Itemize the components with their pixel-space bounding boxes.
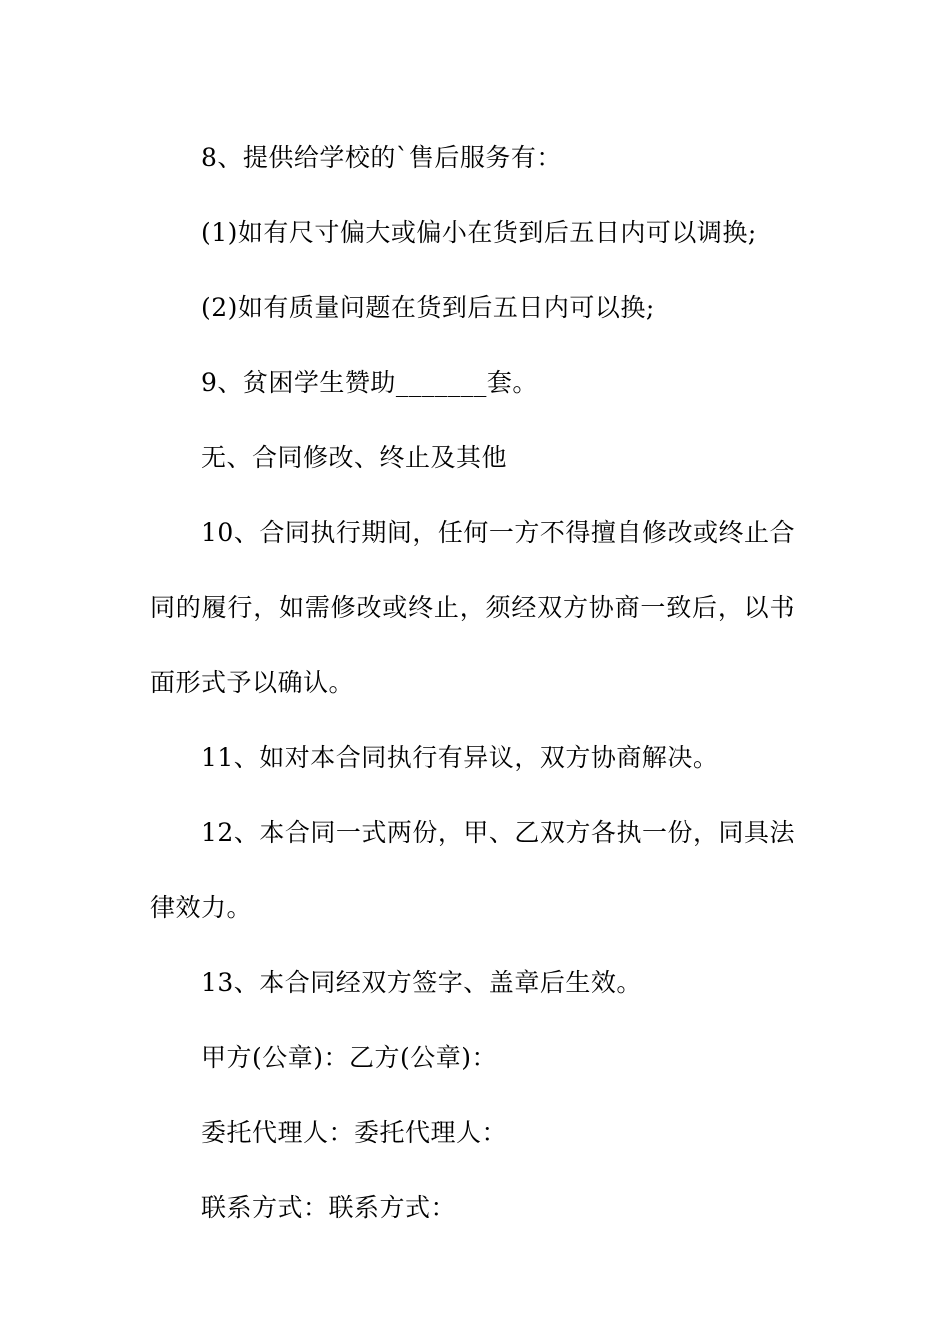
clause-8-item-1: (1)如有尺寸偏大或偏小在货到后五日内可以调换; xyxy=(201,218,757,247)
document-body xyxy=(150,120,795,1245)
clause-8-after-sales: 8、提供给学校的`售后服务有： xyxy=(201,143,562,172)
signature-contact-line: 联系方式：联系方式： xyxy=(201,1193,457,1222)
clause-10-modification: 10、合同执行期间，任何一方不得擅自修改或终止合同的履行，如需修改或终止，须经双方协商一致后，以书面形式予以确认。 xyxy=(150,518,795,697)
signature-seal-line: 甲方(公章)：乙方(公章)： xyxy=(201,1043,498,1072)
clause-12-copies: 12、本合同一式两份，甲、乙双方各执一份，同具法律效力。 xyxy=(150,818,795,922)
clause-11-disputes: 11、如对本合同执行有异议，双方协商解决。 xyxy=(201,743,719,772)
section-heading-modification: 无、合同修改、终止及其他 xyxy=(201,443,508,472)
signature-agent-line: 委托代理人：委托代理人： xyxy=(201,1118,508,1147)
clause-9-sponsorship: 9、贫困学生赞助_______套。 xyxy=(201,368,538,397)
clause-13-effective: 13、本合同经双方签字、盖章后生效。 xyxy=(201,968,642,997)
clause-8-item-2: (2)如有质量问题在货到后五日内可以换; xyxy=(201,293,655,322)
